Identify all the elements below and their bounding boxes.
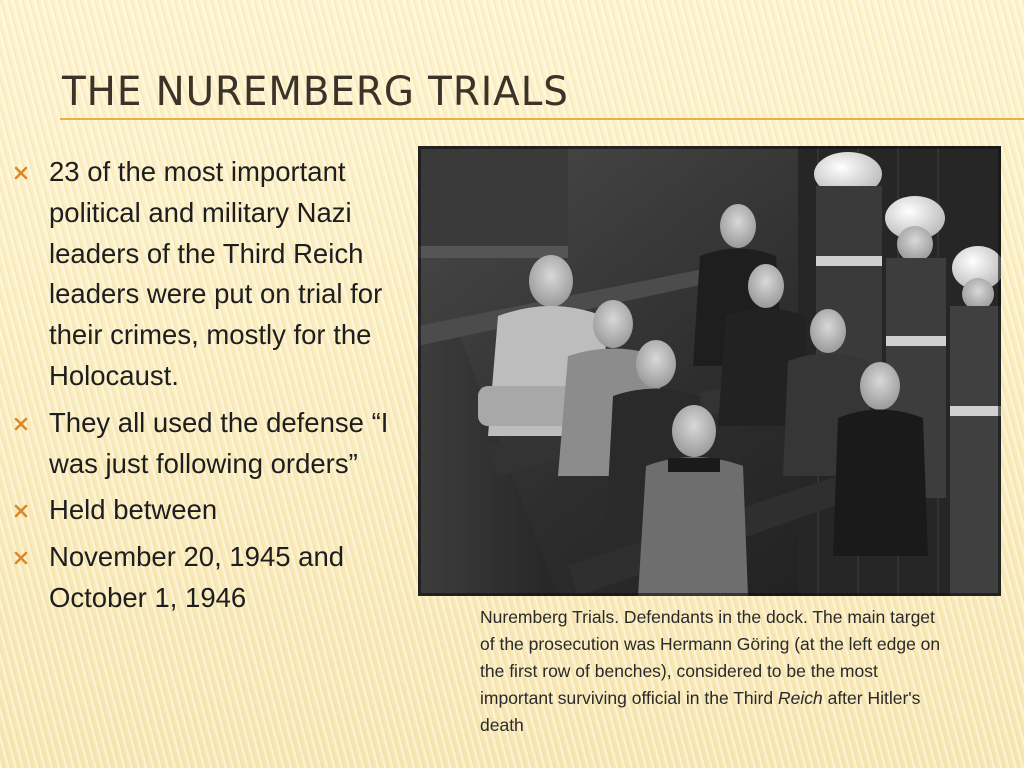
defendants-dock-photo [418,146,1001,596]
x-bullet-icon [14,417,28,431]
caption-italic: Reich [777,688,823,708]
bullet-text: Held between [49,494,218,526]
bullet-item [14,403,414,485]
caption-text: Nuremberg Trials. Defendants in the dock. The main target of the prosecution was Hermann Göring (at the left edge on the first row of benches), considered to be the most important surviving official in the Third [480,607,941,708]
photo-caption [480,604,950,739]
bullet-text: 23 of the most important political and military Nazi leaders of the Third Reich leaders were put on trial for their crimes, mostly for the Holocaust. [49,156,383,391]
bullet-list [14,152,414,625]
caption-text-end: after Hitler's death [480,688,921,735]
x-bullet-icon [14,504,28,518]
title-underline [60,118,1024,120]
slide-title: THE NUREMBERG TRIALS [62,69,569,115]
x-bullet-icon [14,166,28,180]
bullet-item [14,490,414,531]
bullet-text: November 20, 1945 and October 1, 1946 [49,541,345,613]
bullet-item [14,152,414,397]
bullet-item [14,537,414,619]
bullet-text: They all used the defense “I was just following orders” [49,406,389,479]
trial-photo [418,146,1001,596]
x-bullet-icon [14,551,28,565]
